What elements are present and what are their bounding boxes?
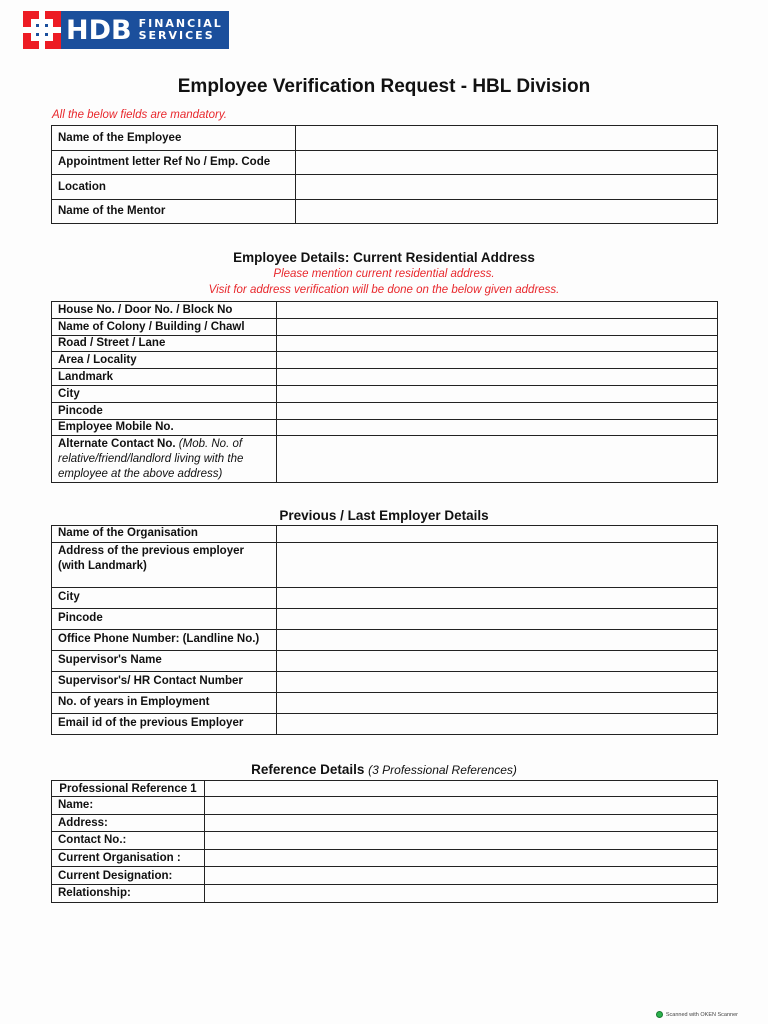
reference-heading: Reference Details (3 Professional References) bbox=[251, 762, 517, 777]
alt-contact-note: (Mob. No. of relative/friend/landlord living with the employee at the above address) bbox=[58, 438, 244, 481]
field-label: House No. / Door No. / Block No bbox=[52, 302, 277, 319]
reference-table bbox=[51, 780, 718, 903]
field-label: Employee Mobile No. bbox=[52, 419, 277, 436]
field-label: Road / Street / Lane bbox=[52, 335, 277, 352]
field-label: Contact No.: bbox=[52, 832, 205, 850]
ref-contact-field[interactable] bbox=[205, 832, 718, 850]
mandatory-note: All the below fields are mandatory. bbox=[52, 109, 227, 121]
ref-relationship-field[interactable] bbox=[205, 884, 718, 902]
ref-address-field[interactable] bbox=[205, 814, 718, 832]
field-label: Landmark bbox=[52, 369, 277, 386]
employee-name-field[interactable] bbox=[296, 126, 718, 151]
emp-code-field[interactable] bbox=[296, 150, 718, 175]
field-label: Name of the Employee bbox=[52, 126, 296, 151]
field-label: Address of the previous employer (with Landmark) bbox=[52, 543, 277, 588]
field-label: Area / Locality bbox=[52, 352, 277, 369]
residential-note-2: Visit for address verification will be done on the below given address. bbox=[208, 284, 560, 296]
supervisor-name-field[interactable] bbox=[277, 651, 718, 672]
field-label: City bbox=[52, 385, 277, 402]
mobile-field[interactable] bbox=[277, 419, 718, 436]
alt-contact-field[interactable] bbox=[277, 436, 718, 483]
basic-info-table bbox=[51, 125, 718, 224]
scanner-logo-icon bbox=[656, 1011, 663, 1018]
residential-heading: Employee Details: Current Residential Address bbox=[233, 250, 535, 265]
reference-head-field bbox=[205, 781, 718, 797]
field-label: Office Phone Number: (Landline No.) bbox=[52, 630, 277, 651]
field-label: Supervisor's Name bbox=[52, 651, 277, 672]
employer-email-field[interactable] bbox=[277, 714, 718, 735]
scanner-text: Scanned with OKEN Scanner bbox=[665, 1011, 738, 1018]
page-title: Employee Verification Request - HBL Division bbox=[177, 76, 591, 97]
employer-heading: Previous / Last Employer Details bbox=[279, 508, 489, 523]
field-label: Location bbox=[52, 175, 296, 200]
landmark-field[interactable] bbox=[277, 369, 718, 386]
pincode-field[interactable] bbox=[277, 402, 718, 419]
field-label: Supervisor's/ HR Contact Number bbox=[52, 672, 277, 693]
ref-organisation-field[interactable] bbox=[205, 849, 718, 867]
field-label: Name of the Mentor bbox=[52, 199, 296, 224]
office-phone-field[interactable] bbox=[277, 630, 718, 651]
field-label: Pincode bbox=[52, 402, 277, 419]
reference-head-label: Professional Reference 1 bbox=[52, 781, 205, 797]
field-label: Name: bbox=[52, 797, 205, 815]
field-label: Current Organisation : bbox=[52, 849, 205, 867]
residential-table bbox=[51, 301, 718, 483]
ref-name-field[interactable] bbox=[205, 797, 718, 815]
road-field[interactable] bbox=[277, 335, 718, 352]
field-label: Current Designation: bbox=[52, 867, 205, 885]
employer-table bbox=[51, 525, 718, 735]
ref-designation-field[interactable] bbox=[205, 867, 718, 885]
organisation-field[interactable] bbox=[277, 526, 718, 543]
employer-pincode-field[interactable] bbox=[277, 609, 718, 630]
employer-city-field[interactable] bbox=[277, 588, 718, 609]
years-employment-field[interactable] bbox=[277, 693, 718, 714]
scanner-watermark bbox=[656, 1011, 738, 1018]
area-field[interactable] bbox=[277, 352, 718, 369]
field-label: Name of Colony / Building / Chawl bbox=[52, 318, 277, 335]
employer-address-field[interactable] bbox=[277, 543, 718, 588]
house-no-field[interactable] bbox=[277, 302, 718, 319]
residential-note-1: Please mention current residential address. bbox=[273, 268, 495, 280]
field-label: Name of the Organisation bbox=[52, 526, 277, 543]
field-label: Relationship: bbox=[52, 884, 205, 902]
field-label: Pincode bbox=[52, 609, 277, 630]
location-field[interactable] bbox=[296, 175, 718, 200]
alt-contact-label: Alternate Contact No. (Mob. No. of relative/friend/landlord living with the employee at the above address) bbox=[52, 436, 277, 483]
logo-brand: HDB bbox=[66, 14, 132, 46]
reference-heading-note: (3 Professional References) bbox=[368, 763, 517, 777]
field-label: Address: bbox=[52, 814, 205, 832]
hdb-logo bbox=[23, 11, 229, 49]
city-field[interactable] bbox=[277, 385, 718, 402]
logo-wordmark bbox=[61, 11, 229, 49]
field-label: Email id of the previous Employer bbox=[52, 714, 277, 735]
logo-mark-icon bbox=[23, 11, 61, 49]
field-label: City bbox=[52, 588, 277, 609]
mentor-field[interactable] bbox=[296, 199, 718, 224]
field-label: Appointment letter Ref No / Emp. Code bbox=[52, 150, 296, 175]
logo-subtitle: FINANCIAL SERVICES bbox=[138, 17, 223, 42]
supervisor-contact-field[interactable] bbox=[277, 672, 718, 693]
field-label: No. of years in Employment bbox=[52, 693, 277, 714]
colony-field[interactable] bbox=[277, 318, 718, 335]
